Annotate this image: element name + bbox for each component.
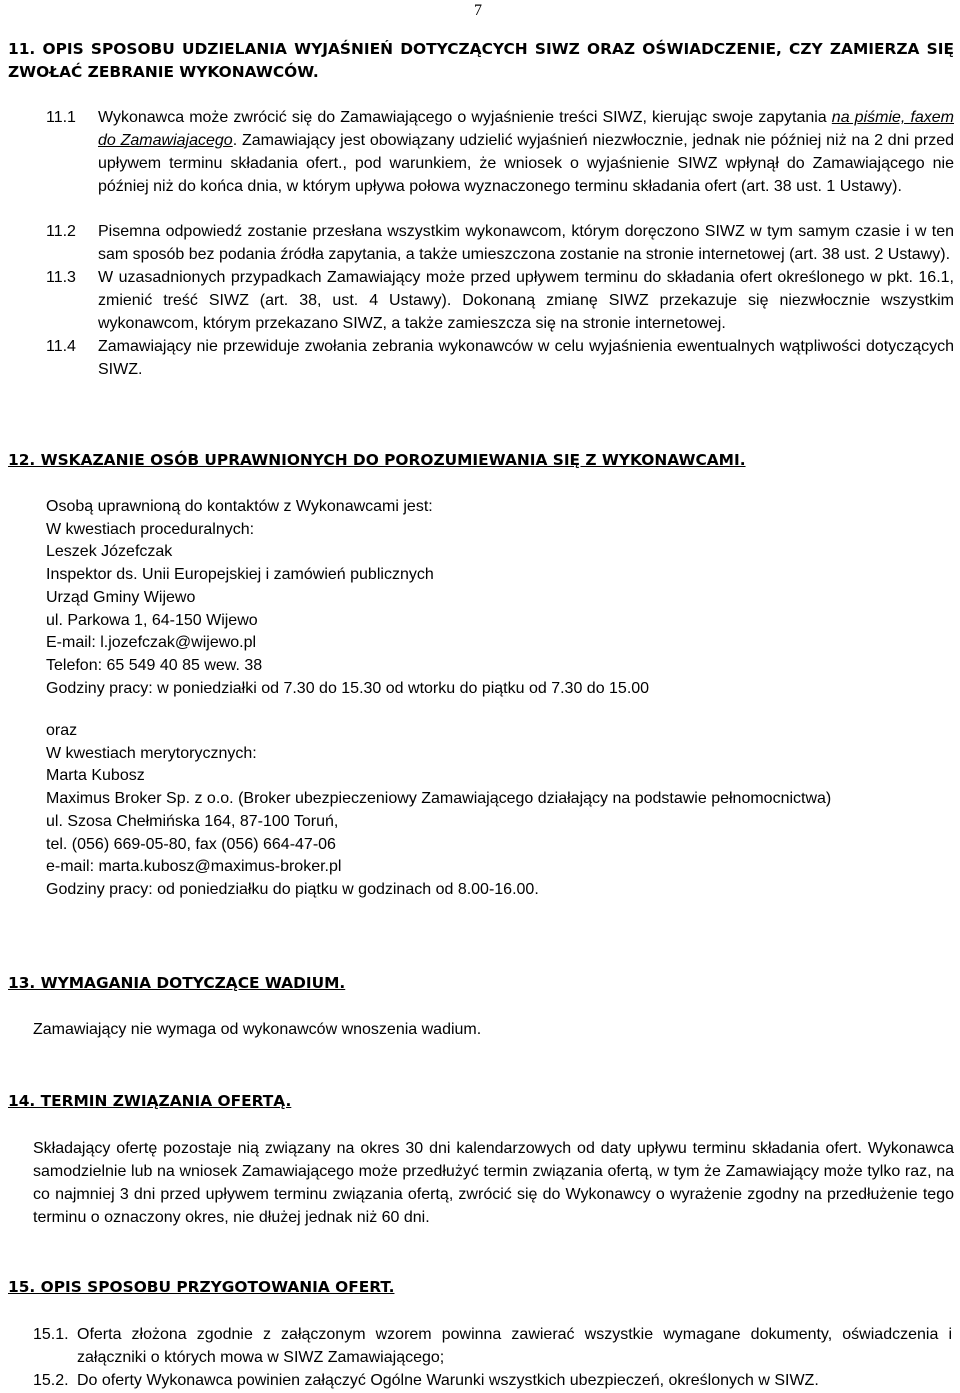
contact-line: Urząd Gminy Wijewo bbox=[46, 588, 196, 606]
contact-line: oraz bbox=[46, 722, 78, 739]
contact-name: Marta Kubosz bbox=[46, 767, 145, 785]
item-11-2 bbox=[0, 220, 960, 266]
section-11-items bbox=[0, 106, 960, 198]
item-15-2 bbox=[0, 1369, 960, 1392]
contact-phone: tel. (056) 669-05-80, fax (056) 664-47-06 bbox=[46, 835, 336, 853]
item-text bbox=[98, 106, 960, 198]
item-text: Pisemna odpowiedź zostanie przesłana wszystkim wykonawcom, którym doręczono SIWZ w tym samym czasie i w ten sam sposób bez podania źródła zapytania, a także umieszczona zostanie na stronie internetowej (art. 38 ust. 2 Ustawy). bbox=[98, 223, 954, 263]
contact-hours: Godziny pracy: w poniedziałki od 7.30 do 15.30 od wtorku do piątku od 7.30 do 15.00 bbox=[46, 679, 650, 697]
page-number: 7 bbox=[474, 2, 482, 19]
section-11-heading: 11. OPIS SPOSOBU UDZIELANIA WYJAŚNIEŃ DOTYCZĄCYCH SIWZ ORAZ OŚWIADCZENIE, CZY ZAMIERZA SIĘ ZWOŁAĆ ZEBRANIE WYKONAWCÓW. bbox=[8, 40, 954, 81]
contact-procedural bbox=[0, 496, 960, 700]
item-text: Do oferty Wykonawca powinien załączyć Ogólne Warunki wszystkich ubezpieczeń, określonych w SIWZ. bbox=[77, 1372, 819, 1389]
item-number: 15.1. bbox=[33, 1326, 69, 1343]
section-13-text: Zamawiający nie wymaga od wykonawców wnoszenia wadium. bbox=[33, 1021, 482, 1038]
item-text-emphasis: na piśmie, faxem do Zamawiajacego bbox=[98, 109, 955, 149]
item-number: 11.2 bbox=[46, 223, 76, 240]
item-11-3 bbox=[0, 266, 960, 335]
section-15-heading bbox=[0, 1276, 960, 1299]
section-14-text: Składający ofertę pozostaje nią związany na okres 30 dni kalendarzowych od daty upływu terminu składania ofert. Wykonawca samodzielnie lub na wniosek Zamawiającego może przedłużyć termin związania ofertą, w tym że Zamawiający może tylko raz, na co najmniej 3 dni przed upływem terminu związania ofertą, zwrócić się do Wykonawcy o wyrażenie zgodny na przedłużenie tego terminu o oznaczony okres, nie dłużej jednak niż 60 dni. bbox=[33, 1140, 954, 1226]
item-text-part: . Zamawiający jest obowiązany udzielić wyjaśnień niezwłocznie, jednak nie później niż na 2 dni przed upływem terminu składania ofert., pod warunkiem, że wniosek o wyjaśnienie SIWZ wpłynął do Zamawiającego nie później niż do końca dnia, w którym upływa połowa wyznaczonego terminu składania ofert (art. 38 ust. 1 Ustawy). bbox=[98, 132, 955, 195]
contact-name: Leszek Józefczak bbox=[46, 543, 173, 561]
section-15-items bbox=[0, 1323, 960, 1392]
item-text: Zamawiający nie przewiduje zwołania zebrania wykonawców w celu wyjaśnienia ewentualnych wątpliwości dotyczących SIWZ. bbox=[98, 338, 954, 378]
contact-address: ul. Parkowa 1, 64-150 Wijewo bbox=[46, 611, 258, 629]
section-12-heading-text: 12. WSKAZANIE OSÓB UPRAWNIONYCH DO POROZUMIEWANIA SIĘ Z WYKONAWCAMI. bbox=[8, 451, 746, 469]
section-11 bbox=[0, 38, 960, 84]
section-13-heading-text: 13. WYMAGANIA DOTYCZĄCE WADIUM. bbox=[8, 974, 346, 992]
item-text: Oferta złożona zgodnie z załączonym wzorem powinna zawierać wszystkie wymagane dokumenty, oświadczenia i załączniki o których mowa w SIWZ Zamawiającego; bbox=[77, 1326, 952, 1366]
item-text: W uzasadnionych przypadkach Zamawiający może przed upływem terminu do składania ofert określonego w pkt. 16.1, zmienić treść SIWZ (art. 38, ust. 4 Ustawy). Dokonaną zmianę SIWZ przekazuje się niezwłocznie wszystkim wykonawcom, którym przekazano SIWZ, a także zamieszcza się na stronie internetowej. bbox=[98, 269, 954, 332]
contact-company: Maximus Broker Sp. z o.o. (Broker ubezpieczeniowy Zamawiającego działający na podstawie pełnomocnictwa) bbox=[46, 790, 832, 808]
section-14-heading bbox=[0, 1090, 960, 1113]
contact-line: Inspektor ds. Unii Europejskiej i zamówień publicznych bbox=[46, 566, 434, 584]
contact-address: ul. Szosa Chełmińska 164, 87-100 Toruń, bbox=[46, 812, 339, 830]
contact-line: Osobą uprawnioną do kontaktów z Wykonawcami jest: bbox=[46, 498, 433, 515]
item-number: 11.1 bbox=[46, 109, 76, 126]
section-14-heading-text: 14. TERMIN ZWIĄZANIA OFERTĄ. bbox=[8, 1092, 292, 1110]
contact-line: W kwestiach merytorycznych: bbox=[46, 744, 257, 762]
section-11-items-b bbox=[0, 220, 960, 381]
contact-substantive bbox=[0, 720, 960, 902]
item-11-1 bbox=[0, 106, 960, 198]
item-number: 15.2. bbox=[33, 1372, 69, 1389]
contact-phone: Telefon: 65 549 40 85 wew. 38 bbox=[46, 656, 263, 674]
contact-hours: Godziny pracy: od poniedziałku do piątku w godzinach od 8.00-16.00. bbox=[46, 880, 539, 898]
item-11-4 bbox=[0, 335, 960, 381]
item-15-1 bbox=[0, 1323, 960, 1369]
item-text-part: Wykonawca może zwrócić się do Zamawiającego o wyjaśnienie treści SIWZ, kierując swoje zapytania bbox=[98, 109, 832, 126]
section-13-heading bbox=[0, 972, 960, 995]
contact-email: E-mail: l.jozefczak@wijewo.pl bbox=[46, 634, 257, 652]
contact-line: W kwestiach proceduralnych: bbox=[46, 520, 255, 538]
item-number: 11.4 bbox=[46, 338, 76, 355]
contact-email: e-mail: marta.kubosz@maximus-broker.pl bbox=[46, 858, 342, 876]
section-15-heading-text: 15. OPIS SPOSOBU PRZYGOTOWANIA OFERT. bbox=[8, 1278, 395, 1296]
item-number: 11.3 bbox=[46, 269, 76, 286]
section-12-heading bbox=[0, 449, 960, 472]
